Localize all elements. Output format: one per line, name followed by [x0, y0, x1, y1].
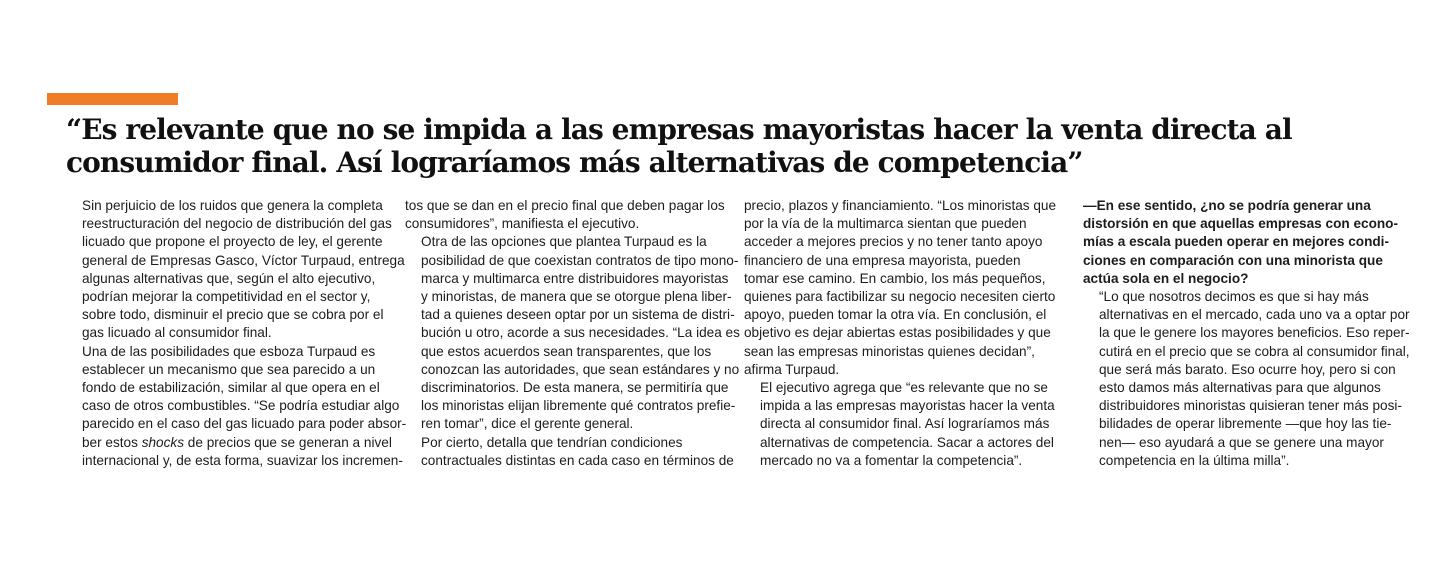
text-line: ciones en comparación con una minorista que	[1083, 252, 1383, 268]
text-line: Otra de las opciones que plantea Turpaud es la	[421, 234, 707, 250]
text-line: ren tomar”, dice el gerente general.	[421, 416, 634, 432]
text-line: caso de otros combustibles. “Se podría estudiar algo	[82, 398, 400, 414]
text-line: bilidades de operar libremente —que hoy las tie-	[1099, 416, 1392, 432]
text-line: que será más barato. Eso ocurre hoy, pero si con	[1099, 361, 1396, 377]
text-fragment: ber estos	[82, 434, 142, 450]
text-line: distorsión en que aquellas empresas con econo-	[1083, 216, 1399, 232]
article-column-3	[744, 197, 1056, 470]
headline-line: “Es relevante que no se impida a las empresas mayoristas hacer la venta directa al	[66, 113, 1292, 146]
text-line: gas licuado al consumidor final.	[82, 325, 272, 341]
text-line: acceder a mejores precios y no tener tanto apoyo	[744, 234, 1043, 250]
text-line: impida a las empresas mayoristas hacer la venta	[760, 398, 1055, 414]
headline-line: consumidor final. Así lograríamos más alternativas de competencia”	[66, 146, 1083, 179]
interview-question	[1083, 197, 1399, 288]
italic-term: shocks	[141, 434, 185, 450]
text-line: tomar ese camino. En cambio, los más pequeños,	[744, 270, 1046, 286]
text-line: fondo de estabilización, similar al que opera en el	[82, 380, 380, 396]
text-line: tad a quienes deseen optar por un sistema de distri-	[421, 307, 735, 323]
text-line: mías a escala pueden operar en mejores condi-	[1083, 234, 1389, 250]
text-line: general de Empresas Gasco, Víctor Turpaud, entrega	[82, 252, 405, 268]
text-line: internacional y, de esta forma, suavizar los incremen-	[82, 452, 403, 468]
text-line: “Lo que nosotros decimos es que si hay más	[1099, 289, 1369, 305]
text-line: establecer un mecanismo que sea parecido a un	[82, 361, 376, 377]
article-column-1	[66, 197, 407, 470]
article-column-2	[405, 197, 740, 470]
text-line: El ejecutivo agrega que “es relevante que no se	[760, 380, 1048, 396]
text-line: objetivo es dejar abiertas estas posibilidades y que	[744, 325, 1051, 341]
text-line: competencia en la última milla”.	[1099, 452, 1290, 468]
text-line: posibilidad de que coexistan contratos de tipo mono-	[421, 252, 739, 268]
paragraph	[744, 197, 1056, 379]
paragraph	[405, 233, 740, 433]
text-line: Una de las posibilidades que esboza Turpaud es	[82, 343, 376, 359]
text-line: Sin perjuicio de los ruidos que genera la completa	[82, 198, 383, 213]
text-line: bución u otro, acorde a sus necesidades. “La idea es	[421, 325, 740, 341]
text-line: y minoristas, de manera que se otorgue plena liber-	[421, 289, 732, 305]
interview-answer	[1083, 288, 1410, 470]
text-line: alternativas en el mercado, cada uno va a optar por	[1099, 307, 1410, 323]
paragraph	[405, 197, 725, 233]
text-line: licuado que propone el proyecto de ley, el gerente	[82, 234, 383, 250]
text-line: financiero de una empresa mayorista, pueden	[744, 252, 1021, 268]
text-line: reestructuración del negocio de distribución del gas	[82, 216, 392, 232]
text-line: quienes para factibilizar su negocio necesiten cierto	[744, 289, 1056, 305]
text-line	[66, 434, 392, 452]
text-line: conozcan las autoridades, que sean estándares y no	[421, 361, 740, 377]
text-line: tos que se dan en el precio final que deben pagar los	[405, 198, 725, 213]
paragraph	[66, 197, 405, 343]
text-line: mercado no va a fomentar la competencia”.	[760, 452, 1023, 468]
text-line: consumidores”, manifiesta el ejecutivo.	[405, 216, 640, 232]
text-line: parecido en el caso del gas licuado para poder absor-	[82, 416, 407, 432]
paragraph	[405, 434, 734, 470]
text-line: alternativas de competencia. Sacar a actores del	[760, 434, 1054, 450]
text-line: que estos acuerdos sean transparentes, que los	[421, 343, 712, 359]
text-line: directa al consumidor final. Así lograríamos más	[760, 416, 1050, 432]
text-line: actúa sola en el negocio?	[1083, 270, 1249, 286]
text-line: esto damos más alternativas para que algunos	[1099, 380, 1381, 396]
text-line: afirma Turpaud.	[744, 361, 840, 377]
text-line: sean las empresas minoristas quienes decidan”,	[744, 343, 1035, 359]
text-line: podrían mejorar la competitividad en el sector y,	[82, 289, 371, 305]
text-line: apoyo, pueden tomar la otra vía. En conclusión, el	[744, 307, 1047, 323]
orange-accent-bar	[47, 93, 178, 105]
text-line: cutirá en el precio que se cobra al consumidor final,	[1099, 343, 1410, 359]
headline	[66, 113, 1406, 179]
text-line: algunas alternativas que, según el alto ejecutivo,	[82, 270, 376, 286]
text-line: sobre todo, disminuir el precio que se cobra por el	[82, 307, 384, 323]
text-line: contractuales distintas en cada caso en términos de	[421, 452, 734, 468]
text-line: los minoristas elijan libremente qué contratos prefie-	[421, 398, 736, 414]
text-line: —En ese sentido, ¿no se podría generar una	[1083, 198, 1371, 213]
paragraph	[66, 343, 407, 470]
text-line: discriminatorios. De esta manera, se permitiría que	[421, 380, 729, 396]
paragraph	[744, 379, 1056, 470]
text-line: marca y multimarca entre distribuidores mayoristas	[421, 270, 729, 286]
text-line: la que le genere los mayores beneficios. Eso reper-	[1099, 325, 1410, 341]
text-fragment: de precios que se generan a nivel	[184, 434, 392, 450]
text-line: distribuidores minoristas quisieran tener más posi-	[1099, 398, 1402, 414]
text-line: Por cierto, detalla que tendrían condiciones	[421, 434, 683, 450]
text-line: precio, plazos y financiamiento. “Los minoristas que	[744, 198, 1057, 213]
article-column-4	[1083, 197, 1410, 470]
text-line: nen— eso ayudará a que se genere una mayor	[1099, 434, 1384, 450]
text-line: por la vía de la multimarca sientan que pueden	[744, 216, 1027, 232]
